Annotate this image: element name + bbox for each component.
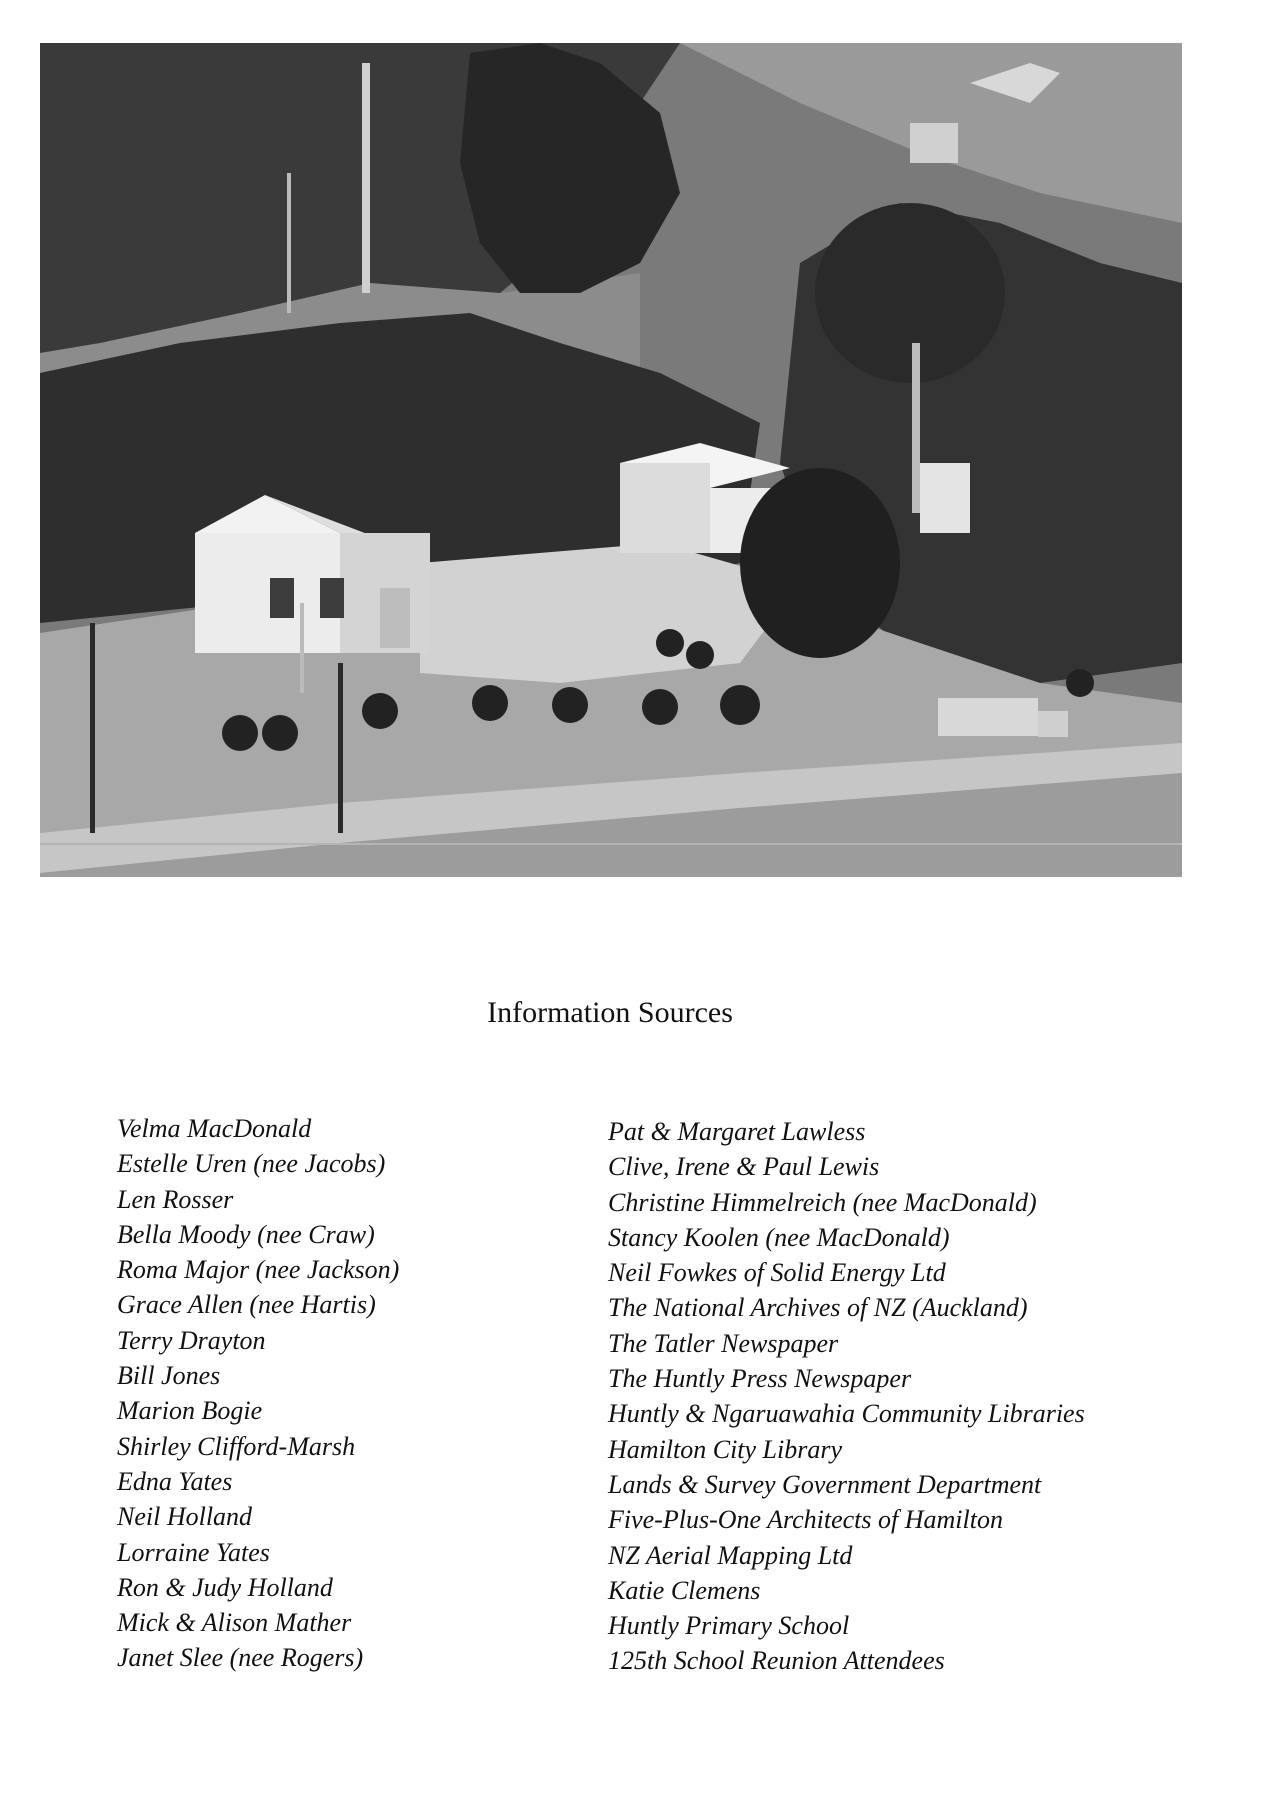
list-item: Grace Allen (nee Hartis) [117, 1290, 376, 1320]
list-item: Lands & Survey Government Department [608, 1469, 1042, 1499]
list-item: Christine Himmelreich (nee MacDonald) [608, 1187, 1037, 1217]
list-item: The Huntly Press Newspaper [608, 1364, 912, 1394]
list-item: Hamilton City Library [608, 1434, 843, 1464]
list-item: 125th School Reunion Attendees [608, 1646, 945, 1676]
sources-list-left [117, 1111, 399, 1676]
list-item: Len Rosser [117, 1184, 234, 1214]
school-photograph-image [40, 43, 1182, 877]
list-item: Huntly Primary School [608, 1611, 850, 1641]
list-item: Lorraine Yates [117, 1537, 270, 1567]
list-item: Janet Slee (nee Rogers) [117, 1643, 364, 1673]
list-item: Bill Jones [117, 1361, 221, 1391]
list-item: Pat & Margaret Lawless [608, 1117, 866, 1146]
list-item: The National Archives of NZ (Auckland) [608, 1293, 1028, 1323]
list-item: Terry Drayton [117, 1325, 266, 1355]
list-item: Neil Fowkes of Solid Energy Ltd [608, 1258, 946, 1288]
list-item: NZ Aerial Mapping Ltd [608, 1540, 853, 1570]
list-item: Shirley Clifford-Marsh [117, 1431, 356, 1461]
school-photograph [40, 43, 1182, 877]
list-item: Marion Bogie [117, 1396, 263, 1426]
list-item: Estelle Uren (nee Jacobs) [117, 1149, 386, 1179]
sources-list-right [608, 1114, 1085, 1679]
list-item: Neil Holland [117, 1502, 253, 1532]
list-item: Huntly & Ngaruawahia Community Libraries [608, 1399, 1085, 1429]
list-item: Bella Moody (nee Craw) [117, 1219, 375, 1249]
list-item: Edna Yates [117, 1466, 233, 1496]
list-item: Katie Clemens [608, 1575, 761, 1605]
list-item: Ron & Judy Holland [117, 1572, 333, 1602]
list-item: Stancy Koolen (nee MacDonald) [608, 1222, 950, 1252]
list-item: The Tatler Newspaper [608, 1328, 839, 1358]
page-title: Information Sources [487, 996, 733, 1029]
list-item: Velma MacDonald [117, 1114, 312, 1143]
list-item: Clive, Irene & Paul Lewis [608, 1152, 880, 1182]
list-item: Mick & Alison Mather [117, 1608, 352, 1638]
list-item: Roma Major (nee Jackson) [117, 1255, 400, 1285]
list-item: Five-Plus-One Architects of Hamilton [608, 1505, 1003, 1535]
